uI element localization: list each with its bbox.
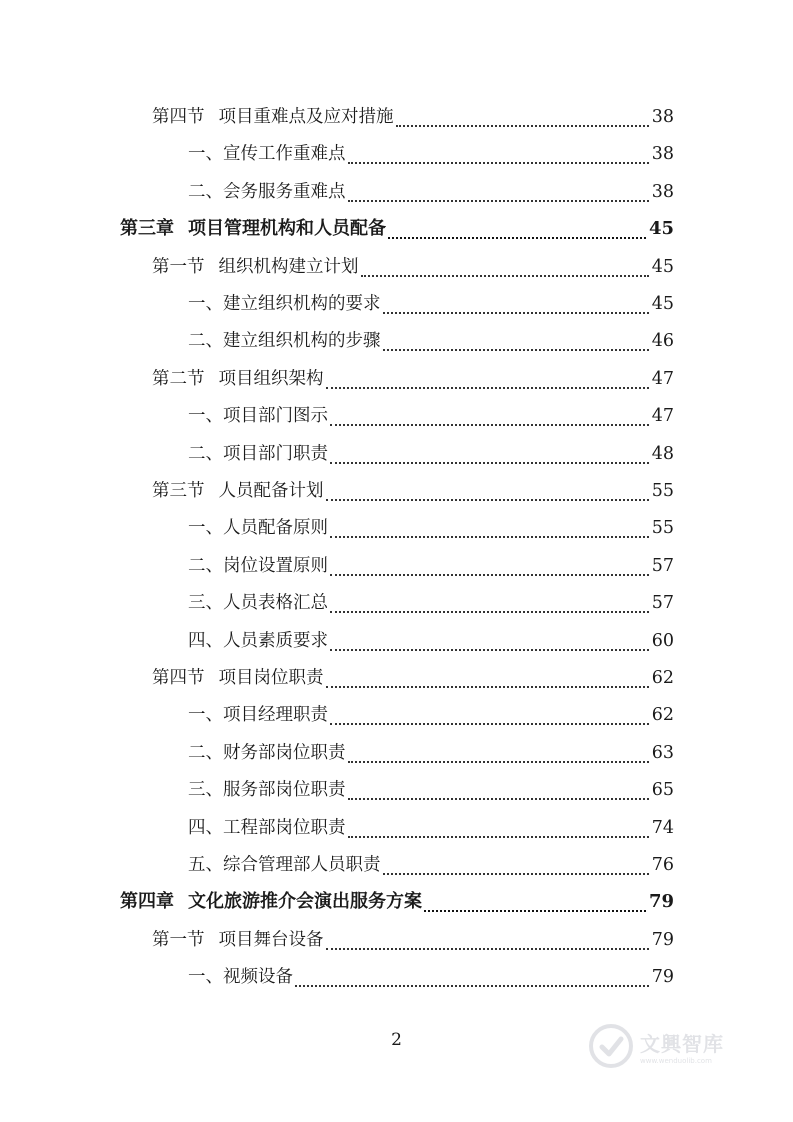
toc-entry-title: 项目管理机构和人员配备: [188, 218, 386, 240]
toc-dot-leader: [326, 489, 649, 501]
toc-entry-label: 第二节: [152, 368, 205, 389]
toc-entry-chapter[interactable]: [120, 212, 674, 246]
toc-entry-section[interactable]: [152, 362, 674, 396]
toc-entry-page: 65: [651, 780, 674, 801]
watermark-logo-icon: [588, 1023, 634, 1069]
toc-entry-page: 38: [651, 144, 674, 165]
toc-entry-label: 二、: [188, 331, 223, 352]
toc-entry-label: 第一节: [152, 256, 205, 277]
toc-entry-item[interactable]: [188, 624, 674, 658]
toc-entry-label: 第一节: [152, 929, 205, 950]
toc-entry-page: 60: [651, 630, 674, 651]
toc-entry-page: 55: [651, 481, 674, 501]
watermark-url: www.wenduolib.com: [640, 1056, 712, 1065]
toc-entry-item[interactable]: [188, 773, 674, 807]
toc-dot-leader: [383, 339, 649, 351]
toc-entry-label: 一、: [188, 294, 223, 314]
toc-dot-leader: [330, 526, 649, 538]
watermark: [588, 1016, 758, 1076]
toc-entry-item[interactable]: [188, 137, 674, 171]
toc-entry-label: 二、: [188, 742, 223, 763]
toc-entry-section[interactable]: [152, 923, 674, 957]
toc-entry-title: 项目岗位职责: [218, 668, 324, 688]
toc-entry-page: 79: [648, 891, 674, 913]
toc-entry-label: 第三节: [152, 481, 205, 501]
toc-dot-leader: [326, 676, 649, 688]
toc-entry-page: 38: [651, 181, 674, 202]
toc-entry-label: 一、: [188, 406, 223, 427]
toc-entry-title: 财务部岗位职责: [223, 742, 346, 763]
toc-entry-item[interactable]: [188, 811, 674, 845]
toc-entry-page: 79: [651, 929, 674, 950]
toc-dot-leader: [348, 190, 649, 202]
toc-entry-title: 项目组织架构: [218, 368, 324, 389]
toc-entry-title: 人员配备原则: [223, 518, 328, 539]
watermark-name: 文興智库: [640, 1031, 724, 1056]
toc-dot-leader: [361, 265, 649, 277]
toc-entry-section[interactable]: [152, 474, 674, 508]
toc-entry-page: 63: [651, 742, 674, 763]
toc-entry-title: 人员素质要求: [223, 630, 328, 651]
toc-entry-title: 建立组织机构的要求: [223, 294, 381, 314]
toc-entry-page: 45: [648, 218, 674, 240]
toc-entry-page: 48: [651, 443, 674, 464]
toc-entry-page: 62: [651, 705, 674, 726]
toc-entry-page: 57: [651, 593, 674, 614]
toc-entry-page: 57: [651, 555, 674, 576]
toc-entry-section[interactable]: [152, 250, 674, 284]
toc-entry-title: 岗位设置原则: [223, 555, 328, 576]
toc-dot-leader: [348, 826, 649, 838]
toc-entry-page: 38: [651, 107, 674, 127]
toc-entry-label: 三、: [188, 593, 223, 614]
toc-entry-label: 二、: [188, 181, 223, 202]
toc-dot-leader: [383, 302, 649, 314]
page-number: 2: [391, 1030, 402, 1050]
toc-entry-page: 45: [651, 294, 674, 314]
toc-entry-label: 四、: [188, 630, 223, 651]
toc-entry-page: 55: [651, 518, 674, 539]
toc-entry-label: 一、: [188, 967, 223, 988]
toc-entry-item[interactable]: [188, 437, 674, 471]
toc-entry-item[interactable]: [188, 549, 674, 583]
toc-entry-label: 一、: [188, 705, 223, 726]
toc-entry-label: 二、: [188, 443, 223, 464]
toc-dot-leader: [326, 938, 649, 950]
toc-entry-item[interactable]: [188, 586, 674, 620]
toc-entry-title: 人员配备计划: [218, 481, 324, 501]
toc-entry-item[interactable]: [188, 736, 674, 770]
toc-entry-label: 一、: [188, 518, 223, 539]
toc-dot-leader: [348, 152, 649, 164]
toc-entry-label: 第四节: [152, 668, 205, 688]
toc-entry-title: 组织机构建立计划: [218, 256, 359, 277]
toc-entry-title: 建立组织机构的步骤: [223, 331, 381, 352]
toc-entry-label: 五、: [188, 855, 223, 875]
toc-entry-label: 第三章: [120, 218, 174, 240]
toc-entry-item[interactable]: [188, 175, 674, 209]
toc-entry-page: 47: [651, 406, 674, 427]
toc-dot-leader: [330, 564, 649, 576]
toc-dot-leader: [388, 227, 646, 239]
toc-dot-leader: [330, 601, 649, 613]
toc-entry-title: 人员表格汇总: [223, 593, 328, 614]
toc-entry-label: 第四节: [152, 107, 205, 127]
toc-entry-item[interactable]: [188, 399, 674, 433]
toc-entry-page: 47: [651, 368, 674, 389]
toc-entry-page: 76: [651, 855, 674, 875]
toc-entry-item[interactable]: [188, 287, 674, 321]
toc-entry-label: 三、: [188, 780, 223, 801]
toc-entry-title: 会务服务重难点: [223, 181, 346, 202]
toc-entry-title: 工程部岗位职责: [223, 817, 346, 838]
toc-entry-chapter[interactable]: [120, 885, 674, 919]
toc-entry-label: 二、: [188, 555, 223, 576]
toc-dot-leader: [348, 788, 649, 800]
toc-entry-item[interactable]: [188, 324, 674, 358]
toc-entry-item[interactable]: [188, 698, 674, 732]
toc-entry-page: 45: [651, 256, 674, 277]
toc-dot-leader: [330, 452, 649, 464]
toc-dot-leader: [330, 414, 649, 426]
toc-entry-title: 视频设备: [223, 967, 293, 988]
toc-entry-item[interactable]: [188, 511, 674, 545]
toc-entry-label: 四、: [188, 817, 223, 838]
toc-entry-title: 文化旅游推介会演出服务方案: [188, 891, 422, 913]
toc-dot-leader: [424, 900, 646, 912]
toc-entry-label: 第四章: [120, 891, 174, 913]
toc-dot-leader: [330, 713, 649, 725]
toc-entry-section[interactable]: [152, 661, 674, 695]
toc-entry-title: 项目舞台设备: [218, 929, 324, 950]
toc-entry-page: 74: [651, 817, 674, 838]
toc-entry-title: 项目部门图示: [223, 406, 328, 427]
toc-entry-item[interactable]: [188, 960, 674, 994]
toc-dot-leader: [326, 377, 649, 389]
toc-dot-leader: [396, 115, 649, 127]
toc-entry-title: 项目重难点及应对措施: [218, 107, 394, 127]
toc-entry-title: 项目经理职责: [223, 705, 328, 726]
toc-entry-title: 综合管理部人员职责: [223, 855, 381, 875]
toc-dot-leader: [348, 751, 649, 763]
toc-dot-leader: [383, 863, 649, 875]
toc-entry-title: 项目部门职责: [223, 443, 328, 464]
toc-dot-leader: [295, 975, 649, 987]
toc-entry-title: 宣传工作重难点: [223, 144, 346, 165]
toc-entry-section[interactable]: [152, 100, 674, 134]
toc-entry-title: 服务部岗位职责: [223, 780, 346, 801]
toc-dot-leader: [330, 639, 649, 651]
toc-entry-item[interactable]: [188, 848, 674, 882]
toc-entry-label: 一、: [188, 144, 223, 165]
toc-entry-page: 62: [651, 668, 674, 688]
toc-entry-page: 79: [651, 967, 674, 988]
toc-entry-page: 46: [651, 331, 674, 352]
